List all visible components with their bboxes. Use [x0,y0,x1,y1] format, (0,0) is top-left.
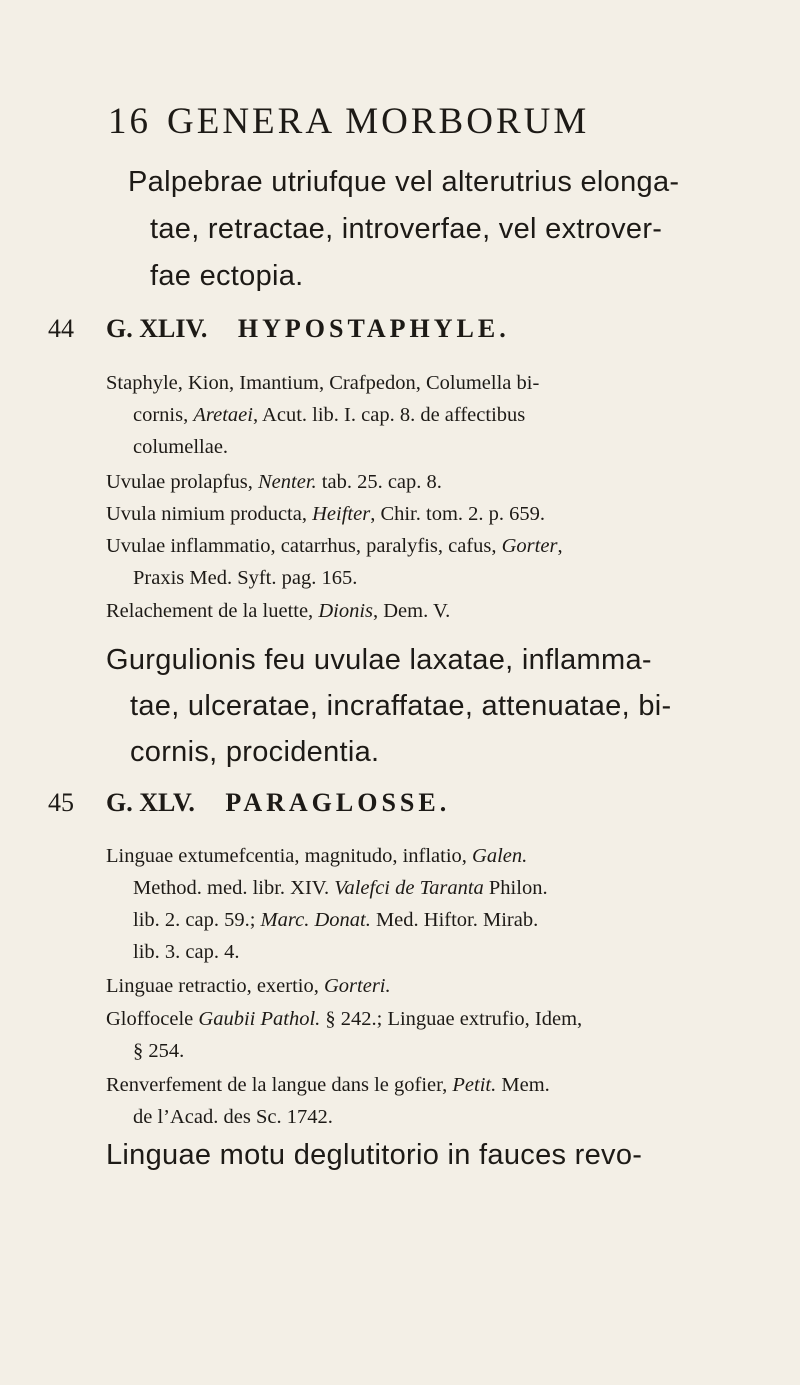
page-number: 16 [108,101,151,142]
reference-line: Linguae retractio, exertio, Gorteri. [106,975,391,997]
body-line: fae ectopia. [150,260,304,292]
reference-line: Staphyle, Kion, Imantium, Crafpedon, Columella bi- [106,372,540,394]
genus-heading-44 [48,314,510,344]
margin-number: 44 [48,314,74,343]
reference-line: lib. 2. cap. 59.; Marc. Donat. Med. Hiftor. Mirab. [133,909,539,931]
reference-line: Method. med. libr. XIV. Valefci de Taranta Philon. [133,877,548,899]
genus-heading-45 [48,788,451,818]
reference-line: Uvulae prolapfus, Nenter. tab. 25. cap. 8. [106,471,442,493]
running-title: GENERA MORBORUM [167,101,590,142]
genus-name: HYPOSTAPHYLE. [237,314,510,343]
genus-number: G. XLV. [106,788,195,817]
body-line: Linguae motu deglutitorio in fauces revo- [106,1139,643,1171]
reference-line: Gloffocele Gaubii Pathol. § 242.; Linguae extrufio, Idem, [106,1008,583,1030]
reference-line: § 254. [133,1040,185,1062]
reference-line: Uvulae inflammatio, catarrhus, paralyfis, cafus, Gorter, [106,535,563,557]
running-header [108,100,589,143]
reference-line: Uvula nimium producta, Heifter, Chir. tom. 2. p. 659. [106,503,546,525]
reference-line: Linguae extumefcentia, magnitudo, inflatio, Galen. [106,845,528,867]
genus-name: PARAGLOSSE. [225,788,451,817]
body-line: tae, retractae, introverfae, vel extrover- [150,213,663,245]
reference-line: Praxis Med. Syft. pag. 165. [133,567,358,589]
body-line: cornis, procidentia. [130,736,380,768]
reference-line: lib. 3. cap. 4. [133,941,240,963]
body-line: Palpebrae utriufque vel alterutrius elonga- [128,166,680,198]
genus-number: G. XLIV. [106,314,208,343]
reference-line: de l’Acad. des Sc. 1742. [133,1106,333,1128]
reference-line: Relachement de la luette, Dionis, Dem. V. [106,600,451,622]
reference-line: cornis, Aretaei, Acut. lib. I. cap. 8. de affectibus [133,404,526,426]
body-line: Gurgulionis feu uvulae laxatae, inflamma- [106,644,652,676]
reference-line: Renverfement de la langue dans le gofier, Petit. Mem. [106,1074,550,1096]
margin-number: 45 [48,788,74,817]
body-line: tae, ulceratae, incraffatae, attenuatae, bi- [130,690,672,722]
reference-line: columellae. [133,436,229,458]
